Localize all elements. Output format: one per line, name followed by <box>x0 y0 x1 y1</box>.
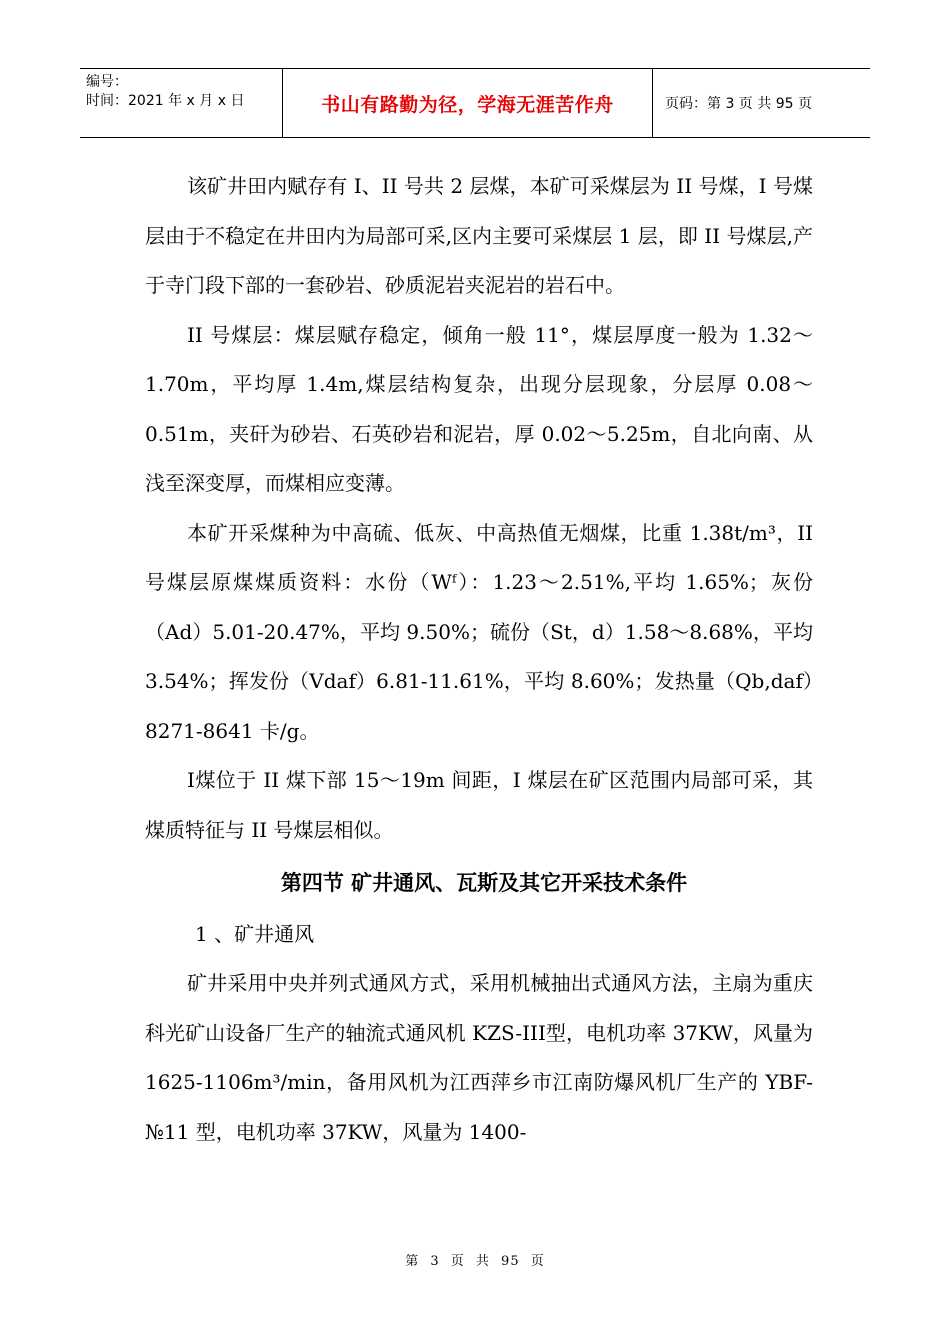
page-header <box>80 68 870 138</box>
paragraph-coal-quality: 本矿开采煤种为中高硫、低灰、中高热值无烟煤，比重 1.38t/m³，II 号煤层原煤煤质资料：水份（Wᶠ）：1.23～2.51%,平均 1.65%；灰份（Ad）5.01-20.47%，平均 9.50%；硫份（St，d）1.58～8.68%，平均 3.54%；挥发份（Vdaf）6.81-11.61%，平均 8.60%；发热量（Qb,daf）8271-8641 卡/g。 <box>145 520 813 743</box>
page-footer <box>0 1250 950 1269</box>
paragraph-seam-i: I煤位于 II 煤下部 15～19m 间距，I 煤层在矿区范围内局部可采，其煤质特征与 II 号煤层相似。 <box>145 768 813 842</box>
footer-page-number: 第 3 页 共 95 页 <box>405 1254 545 1269</box>
header-motto: 书山有路勤为径，学海无涯苦作舟 <box>321 93 614 116</box>
document-time-label: 时间：2021 年 x 月 x 日 <box>86 93 245 109</box>
paragraph-coal-seams: 该矿井田内赋存有 I、II 号共 2 层煤，本矿可采煤层为 II 号煤，I 号煤层由于不稳定在井田内为局部可采,区内主要可采煤层 1 层，即 II 号煤层,产于寺门段下部的一套砂岩、砂质泥岩夹泥岩的岩石中。 <box>145 174 813 297</box>
subsection-title: 1 、矿井通风 <box>195 922 315 946</box>
header-meta <box>80 69 283 137</box>
section-heading: 第四节 矿井通风、瓦斯及其它开采技术条件 <box>280 871 688 895</box>
paragraph-seam-ii: II 号煤层：煤层赋存稳定，倾角一般 11°，煤层厚度一般为 1.32～1.70m，平均厚 1.4m,煤层结构复杂，出现分层现象，分层厚 0.08～0.51m，夹矸为砂岩、石英砂岩和泥岩，厚 0.02～5.25m，自北向南、从浅至深变厚，而煤相应变薄。 <box>145 322 813 495</box>
document-body <box>145 162 813 1157</box>
paragraph-ventilation: 矿井采用中央并列式通风方式，采用机械抽出式通风方法，主扇为重庆科光矿山设备厂生产的轴流式通风机 KZS-III型，电机功率 37KW，风量为 1625-1106m³/min，备用风机为江西萍乡市江南防爆风机厂生产的 YBF-№11 型，电机功率 37KW，风量为 1400- <box>145 971 813 1144</box>
header-page-info: 页码：第 3 页 共 95 页 <box>665 96 812 112</box>
document-number-label: 编号： <box>86 74 128 90</box>
header-motto-cell <box>283 69 653 137</box>
